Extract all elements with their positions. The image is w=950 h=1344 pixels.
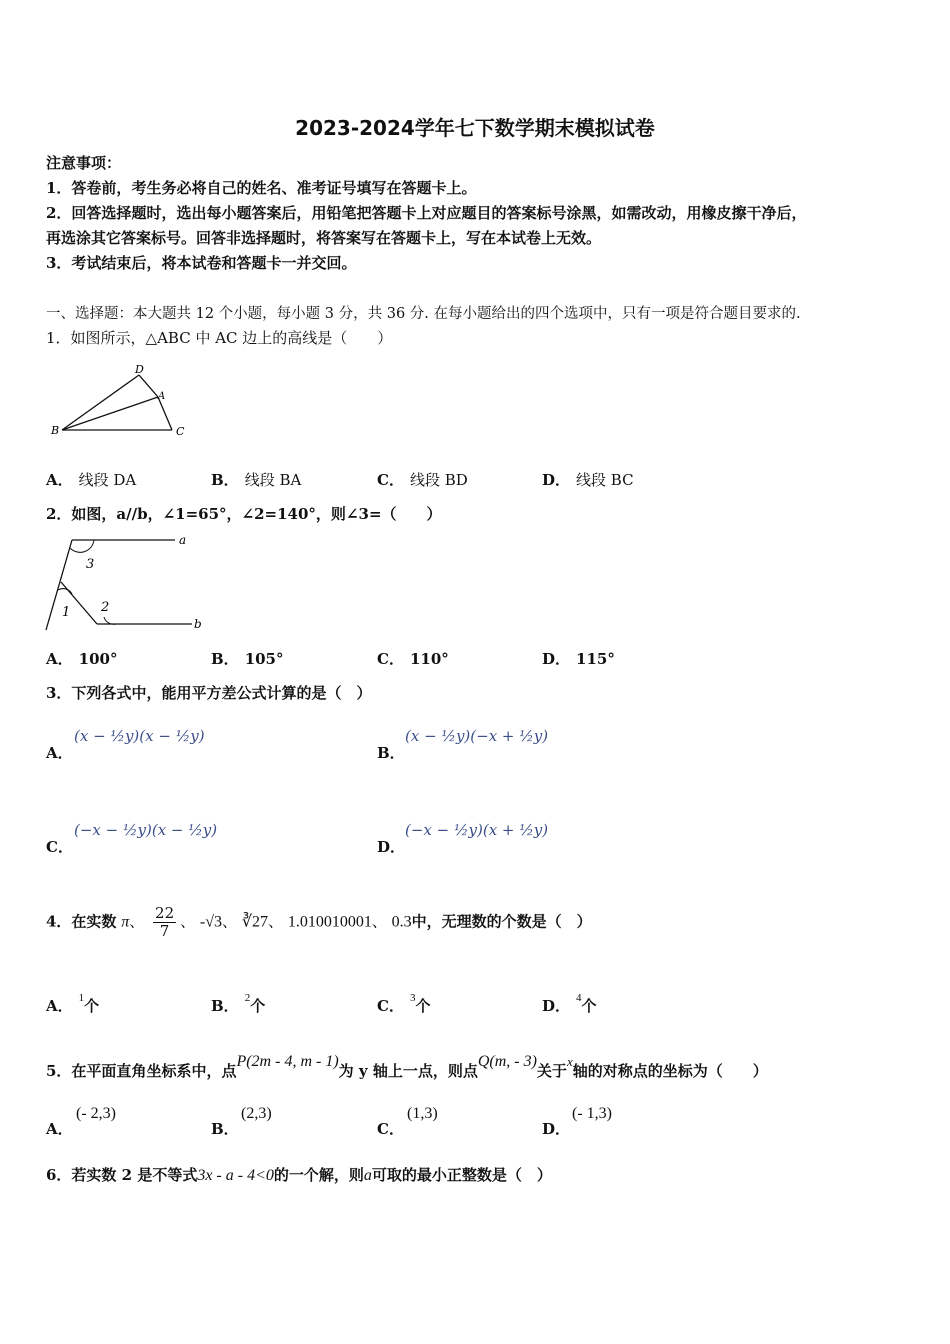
q2-option-c[interactable]: C． 110° xyxy=(377,650,449,668)
q2-parallel-lines-figure xyxy=(42,530,212,635)
label-a: A xyxy=(158,391,166,402)
label-3: 3 xyxy=(86,557,95,572)
q3-option-d-expr: (−x − ½y)(x + ½y) xyxy=(405,821,549,839)
q2-stem: 2．如图，a//b，∠1=65°，∠2=140°，则∠3=（ ） xyxy=(46,505,442,523)
q6-stem: 6．若实数 2 是不等式3x - a - 4<0的一个解，则a可取的最小正整数是（ ） xyxy=(46,1166,552,1184)
q1-option-c[interactable]: C． 线段 BD xyxy=(377,471,468,489)
q4-option-c[interactable]: C． $^3$个 xyxy=(377,992,431,1015)
fraction-22-7: $\frac{22}{7}$ xyxy=(155,904,175,940)
segment-da xyxy=(139,375,158,397)
q4-option-d[interactable]: D． $^4$个 xyxy=(542,992,597,1015)
notice-heading: 注意事项： xyxy=(46,154,122,172)
label-b: B xyxy=(51,424,60,437)
q3-option-b-letter[interactable]: B． xyxy=(377,744,405,762)
q5-option-d-expr: (- 1,3) xyxy=(572,1105,612,1122)
label-1: 1 xyxy=(62,605,71,620)
label-b: b xyxy=(194,617,202,631)
section-heading: 一、选择题：本大题共 12 个小题，每小题 3 分，共 36 分. 在每小题给出的四个选项中，只有一项是符合题目要求的. xyxy=(46,306,801,322)
angle-2-arc xyxy=(104,617,116,624)
q3-option-c-letter[interactable]: C． xyxy=(46,838,73,856)
q2-option-a[interactable]: A． 100° xyxy=(46,650,118,668)
q5-option-a-letter[interactable]: A． xyxy=(46,1120,73,1138)
page-title: 2023-2024学年七下数学期末模拟试卷 xyxy=(295,116,655,140)
angle-3-arc xyxy=(70,540,94,552)
q5-option-b-letter[interactable]: B． xyxy=(211,1120,239,1138)
q1-option-d[interactable]: D． 线段 BC xyxy=(542,471,634,489)
q2-option-d[interactable]: D． 115° xyxy=(542,650,615,668)
label-d: D xyxy=(135,363,144,376)
label-2: 2 xyxy=(101,600,110,615)
notice-item-1: 1．答卷前，考生务必将自己的姓名、准考证号填写在答题卡上。 xyxy=(46,179,477,197)
q3-stem: 3．下列各式中，能用平方差公式计算的是（ ） xyxy=(46,684,372,702)
q3-option-a-letter[interactable]: A． xyxy=(46,744,73,762)
q4-option-b[interactable]: B． $^2$个 xyxy=(211,992,266,1015)
q3-option-d-letter[interactable]: D． xyxy=(377,838,406,856)
notice-item-2: 2．回答选择题时，选出每小题答案后，用铅笔把答题卡上对应题目的答案标号涂黑，如需改动，用橡皮擦干净后， xyxy=(46,204,807,222)
q1-option-a[interactable]: A． 线段 DA xyxy=(46,471,137,489)
q1-triangle-figure xyxy=(46,362,196,442)
q5-option-c-expr: (1,3) xyxy=(407,1105,438,1122)
notice-item-3: 3．考试结束后，将本试卷和答题卡一并交回。 xyxy=(46,254,357,272)
q2-option-b[interactable]: B． 105° xyxy=(211,650,284,668)
q3-option-a-expr: (x − ½y)(x − ½y) xyxy=(74,727,205,745)
label-a: a xyxy=(179,533,187,547)
q5-option-d-letter[interactable]: D． xyxy=(542,1120,571,1138)
q1-option-b[interactable]: B． 线段 BA xyxy=(211,471,302,489)
q5-option-b-expr: (2,3) xyxy=(241,1105,272,1122)
q4-option-a[interactable]: A． $^1$个 xyxy=(46,992,100,1015)
q1-stem: 1．如图所示，△ABC 中 AC 边上的高线是（ ） xyxy=(46,329,393,347)
q5-option-c-letter[interactable]: C． xyxy=(377,1120,404,1138)
q5-stem: 5．在平面直角坐标系中，点P(2m - 4, m - 1)为 y 轴上一点，则点Q(m, - 3)关于x轴的对称点的坐标为（ ） xyxy=(46,1053,768,1080)
label-c: C xyxy=(176,425,185,438)
segment-ba xyxy=(62,397,158,430)
q3-option-b-expr: (x − ½y)(−x + ½y) xyxy=(405,727,549,745)
notice-item-2-cont: 再选涂其它答案标号。回答非选择题时，将答案写在答题卡上，写在本试卷上无效。 xyxy=(46,229,602,247)
q5-option-a-expr: (- 2,3) xyxy=(76,1105,116,1122)
q3-option-c-expr: (−x − ½y)(x − ½y) xyxy=(74,821,218,839)
segment-bd xyxy=(62,375,139,430)
q4-stem: 4．在实数 π、 $\frac{22}{7}$ 、 -√3、 ∛27、 1.010010001、 0.3中，无理数的个数是（ ） xyxy=(46,904,592,940)
